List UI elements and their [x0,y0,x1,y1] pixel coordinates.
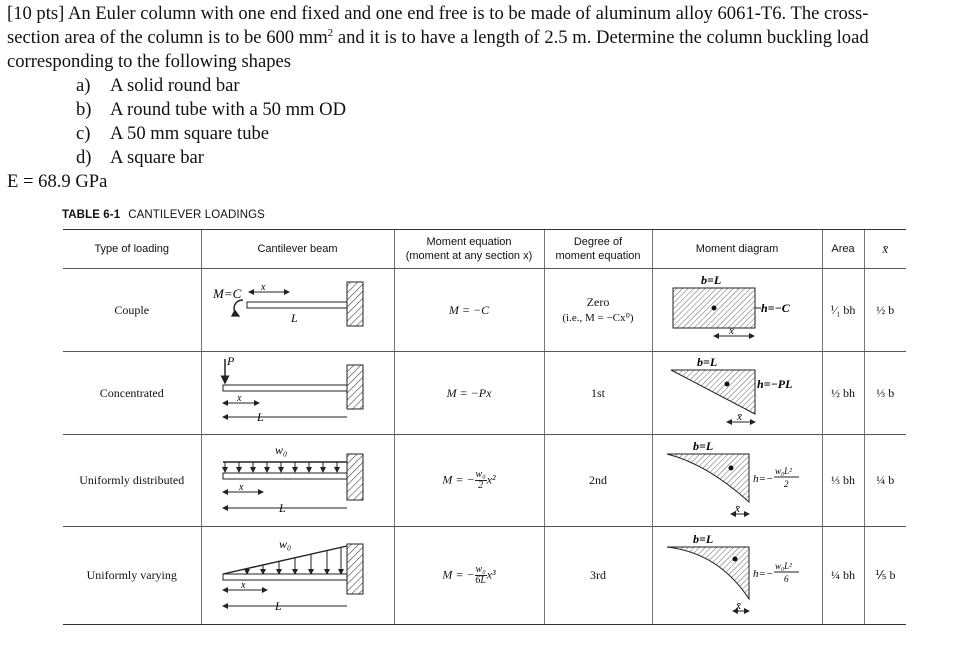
header-degree [544,230,652,269]
load-label: w₀ [274,442,287,457]
cantilever-uniform-figure [213,442,383,520]
fraction-numerator: w₀ [475,469,486,480]
wall-support [347,454,363,500]
option-text: A solid round bar [110,75,240,96]
degree-cell [544,527,652,625]
header-degree-line1: Degree of [573,236,623,248]
beam-figure-uniform [201,435,394,527]
moment-diagram-concentrated [652,352,822,435]
load-label: P [226,354,234,368]
beam-figure-concentrated [201,352,394,435]
table-row [63,352,906,435]
fraction-numerator: w₀ [475,564,486,575]
option-letter: b) [76,99,92,120]
equation-suffix: x² [486,472,496,487]
x-label: x [236,393,241,404]
degree-text: 3rd [590,568,606,582]
option-letter: a) [76,75,91,96]
moment-equation [394,527,544,625]
degree-cell [544,435,652,527]
header-moment-eq-line1: Moment equation [426,236,512,248]
equation-prefix: M = − [442,472,475,487]
equation-fraction [475,565,487,586]
wall-support [347,365,363,409]
loading-type: Uniformly varying [63,527,201,625]
moment-equation: M = −C [394,269,544,352]
h-label: h=−PL [757,377,793,391]
header-moment-eq-line2: (moment at any section x) [405,250,533,262]
problem-line-1: [10 pts] An Euler column with one end fixed and one end free is to be made of aluminum alloy 6061-T6. The cross- [7,3,869,24]
problem-line-2b: and it is to have a length of 2.5 m. Determine the column buckling load [333,27,869,48]
centroid-dot [725,382,730,387]
moment-diagram-rect-figure [657,274,817,346]
cantilever-concentrated-figure [213,354,383,429]
equation-suffix: x³ [486,567,496,582]
area-value: ½ bh [822,352,864,435]
beam-body [247,302,347,308]
b-label: b=L [701,273,722,287]
degree-text: 2nd [589,473,607,487]
h-denominator: 6 [784,573,789,584]
h-label: h=− [753,567,774,580]
xbar-value: ⅕ b [864,527,906,625]
b-label: b=L [693,438,714,453]
length-label: L [290,311,298,325]
couple-arrow-icon [234,300,243,316]
moment-diagram-parabola-figure [657,440,817,522]
problem-line-2-sup: 2 [327,26,334,39]
header-type: Type of loading [63,230,201,269]
moment-diagram-triangle-figure [657,356,817,430]
x-label: x [238,481,243,493]
option-text: A 50 mm square tube [110,123,270,144]
problem-line-3: corresponding to the following shapes [7,51,292,72]
x-label: x [240,579,245,591]
shape-options-list [7,74,969,170]
degree-cell [544,352,652,435]
area-value: ⅓ bh [822,435,864,527]
h-label: h=−C [761,301,790,315]
table-row [63,435,906,527]
area-value: ¹⁄₁ bh [822,269,864,352]
xbar-label: x̄ [729,325,734,337]
moment-equation: M = −Px [394,352,544,435]
b-label: b=L [697,355,718,369]
length-label: L [278,500,286,515]
wall-support [347,282,363,326]
x-label: x [260,282,265,293]
problem-line-2a: section area of the column is to be 600 mm [7,27,328,48]
header-diagram: Moment diagram [652,230,822,269]
centroid-dot [733,556,738,561]
option-letter: d) [76,147,92,168]
problem-line-2 [7,26,969,50]
option-item [7,122,969,146]
header-area: Area [822,230,864,269]
h-numerator: w₀L² [775,560,792,571]
centroid-dot [712,306,717,311]
degree-text: Zero [586,295,610,309]
xbar-label: x̄ [737,411,742,423]
header-xbar: x̄ [864,230,906,269]
problem-statement [7,2,969,194]
load-label: w₀ [278,536,291,551]
loading-type: Uniformly distributed [63,435,201,527]
equation-prefix: M = − [442,567,475,582]
loading-type: Concentrated [63,352,201,435]
wall-support [347,544,363,594]
cantilever-varying-figure [213,534,383,618]
moment-diagram-uniform [652,435,822,527]
degree-note: (i.e., M = −Cx⁰) [562,312,634,324]
moment-diagram-cubic-figure [657,533,817,619]
table-caption [62,209,265,221]
centroid-dot [729,465,734,470]
beam-body [223,473,347,479]
beam-figure-varying [201,527,394,625]
fraction-denominator: 6L [475,575,486,586]
cantilever-couple-figure [213,278,383,342]
varying-load-arrows-icon [247,548,341,574]
degree-text: 1st [590,385,605,400]
table-header-row [63,230,906,269]
length-label: L [274,598,282,613]
moment-equation [394,435,544,527]
area-value: ¼ bh [822,527,864,625]
cantilever-loadings-table [63,229,906,625]
moment-diagram-couple [652,269,822,352]
beam-figure-couple [201,269,394,352]
table-row [63,527,906,625]
moment-area-cubic [667,547,749,599]
moment-area-triangle [671,370,755,414]
option-item [7,74,969,98]
table-number: TABLE 6-1 [62,209,121,221]
distributed-load-arrows-icon [225,462,337,472]
option-text: A square bar [110,147,204,168]
option-letter: c) [76,123,91,144]
xbar-value: ⅓ b [864,352,906,435]
degree-cell [544,269,652,352]
xbar-label: x̄ [735,502,740,515]
b-label: b=L [693,531,714,546]
h-label: h=− [753,472,774,485]
length-label: L [256,410,264,424]
load-label: M=C [212,286,241,301]
loading-type: Couple [63,269,201,352]
moment-diagram-varying [652,527,822,625]
header-beam: Cantilever beam [201,230,394,269]
option-item [7,98,969,122]
table-row [63,269,906,352]
beam-body [223,385,347,391]
header-degree-line2: moment equation [555,250,641,262]
header-moment-equation [394,230,544,269]
h-denominator: 2 [784,478,789,489]
given-modulus: E = 68.9 GPa [7,171,108,192]
xbar-value: ¼ b [864,435,906,527]
xbar-label: x̄ [736,599,741,612]
xbar-value: ½ b [864,269,906,352]
h-numerator: w₀L² [775,465,792,476]
option-text: A round tube with a 50 mm OD [110,99,347,120]
moment-area-parabolic [667,454,749,502]
option-item [7,146,969,170]
fraction-denominator: 2 [478,480,484,491]
equation-fraction [475,470,487,491]
table-title: CANTILEVER LOADINGS [128,209,265,221]
